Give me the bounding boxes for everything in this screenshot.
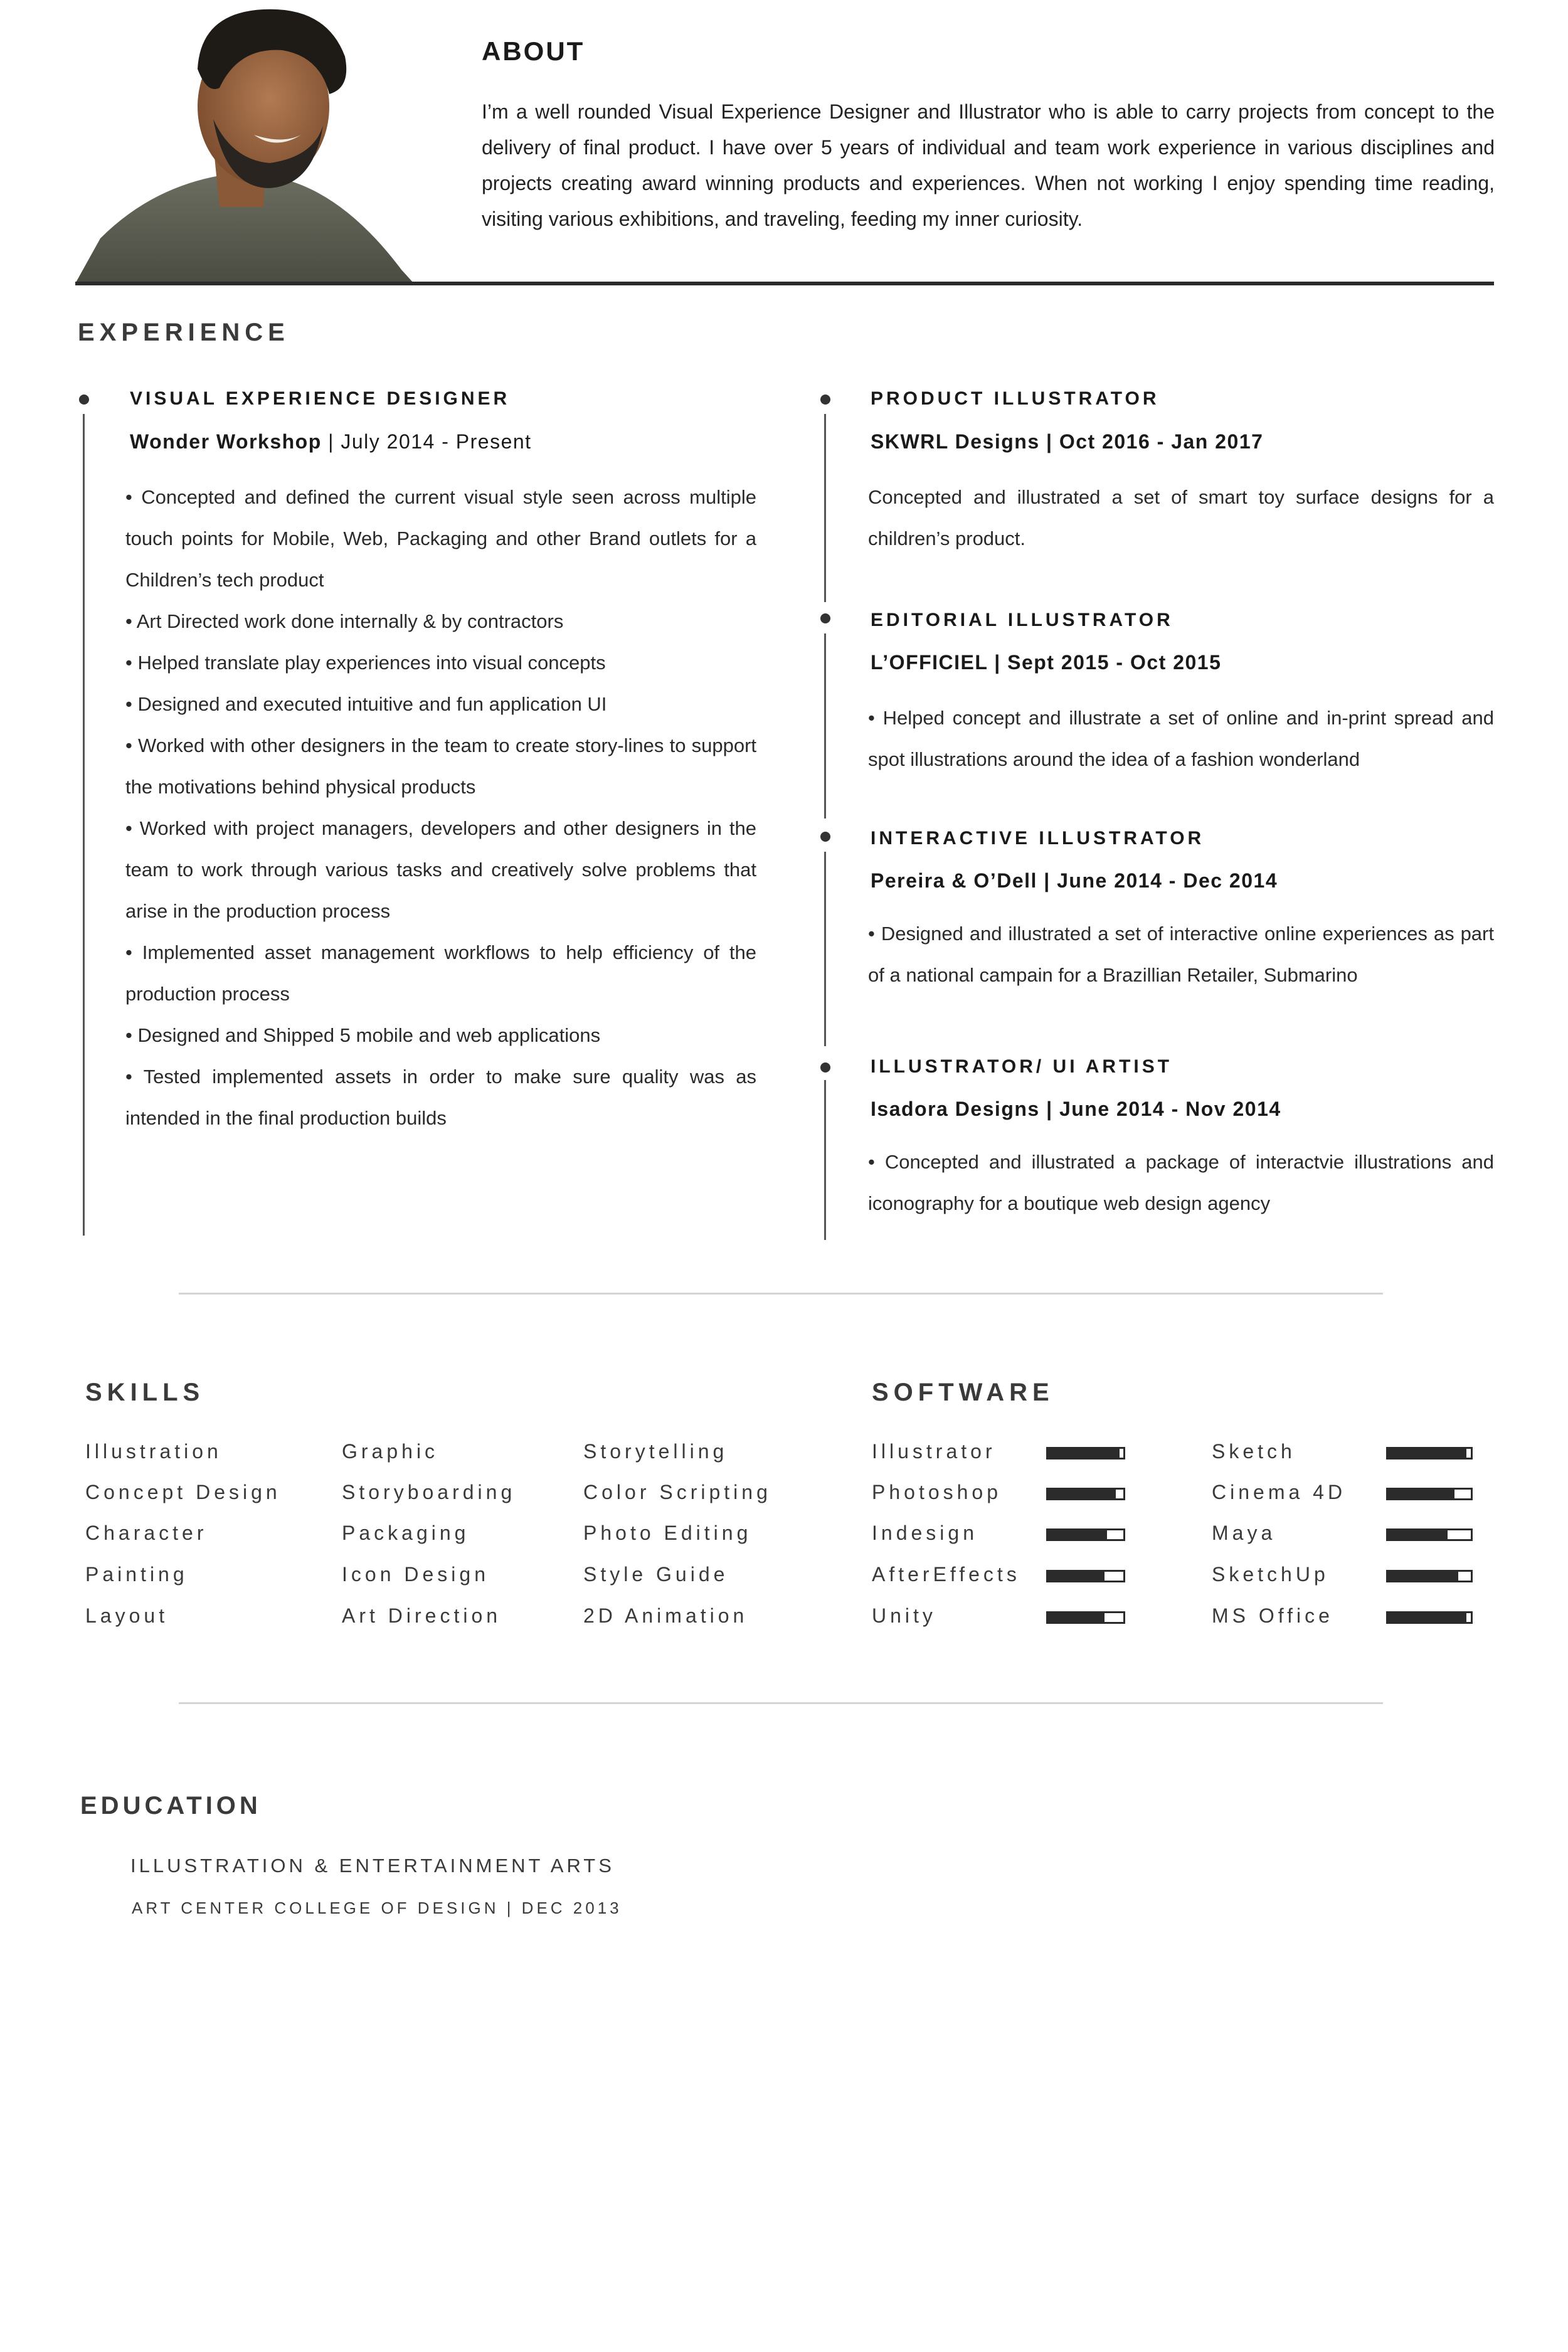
proficiency-fill	[1048, 1530, 1107, 1539]
skill-item: Graphic	[342, 1440, 439, 1463]
header-divider	[75, 282, 1494, 285]
proficiency-fill	[1048, 1449, 1120, 1458]
software-name: Illustrator	[872, 1440, 996, 1463]
bullet: • Concepted and defined the current visual style seen across multiple touch points for Mobile, Web, Packaging and other Brand outlets for a Children’s tech product	[125, 486, 756, 591]
job-company	[130, 430, 532, 453]
proficiency-fill	[1388, 1572, 1458, 1581]
proficiency-bar	[1386, 1611, 1473, 1624]
job-title: INTERACTIVE ILLUSTRATOR	[871, 828, 1205, 849]
job-company: SKWRL Designs | Oct 2016 - Jan 2017	[871, 430, 1264, 453]
job-description: • Concepted and illustrated a package of interactvie illustrations and iconography for a boutique web design agency	[868, 1151, 1494, 1214]
job-title: EDITORIAL ILLUSTRATOR	[871, 610, 1173, 630]
job-company: Isadora Designs | June 2014 - Nov 2014	[871, 1098, 1281, 1120]
software-name: Sketch	[1212, 1440, 1296, 1463]
experience-heading: EXPERIENCE	[78, 319, 290, 346]
proficiency-fill	[1388, 1613, 1466, 1622]
bullet: • Worked with other designers in the team to create story-lines to support the motivations behind physical products	[125, 734, 756, 798]
software-name: SketchUp	[1212, 1563, 1329, 1586]
proficiency-bar	[1046, 1570, 1125, 1582]
timeline-dot	[820, 1062, 830, 1073]
proficiency-fill	[1388, 1530, 1448, 1539]
timeline-line	[824, 633, 826, 818]
skill-item: Color Scripting	[583, 1481, 771, 1503]
proficiency-bar	[1386, 1488, 1473, 1500]
proficiency-bar	[1046, 1447, 1125, 1459]
education-degree: ILLUSTRATION & ENTERTAINMENT ARTS	[130, 1855, 615, 1877]
job-company: Pereira & O’Dell | June 2014 - Dec 2014	[871, 869, 1278, 892]
skill-item: Storytelling	[583, 1440, 728, 1463]
skill-item: Character	[85, 1522, 208, 1544]
proficiency-fill	[1048, 1613, 1104, 1622]
skill-item: Style Guide	[583, 1563, 729, 1586]
proficiency-bar	[1046, 1528, 1125, 1541]
section-divider	[179, 1702, 1383, 1704]
company-name: Wonder Workshop	[130, 430, 322, 453]
timeline-line	[83, 414, 85, 1236]
bullet: • Tested implemented assets in order to make sure quality was as intended in the final production builds	[125, 1066, 756, 1129]
software-name: Maya	[1212, 1522, 1276, 1544]
proficiency-fill	[1048, 1490, 1116, 1498]
job-description: Concepted and illustrated a set of smart toy surface designs for a children’s product.	[868, 486, 1494, 549]
proficiency-fill	[1388, 1449, 1466, 1458]
bullet: • Worked with project managers, developers and other designers in the team to work through various tasks and creatively solve problems that arise in the production process	[125, 817, 756, 922]
software-name: Indesign	[872, 1522, 978, 1544]
timeline-dot	[820, 832, 830, 842]
skill-item: 2D Animation	[583, 1604, 748, 1627]
timeline-line	[824, 852, 826, 1046]
proficiency-fill	[1048, 1572, 1104, 1581]
software-name: MS Office	[1212, 1604, 1333, 1627]
skill-item: Packaging	[342, 1522, 470, 1544]
bullet: • Designed and Shipped 5 mobile and web applications	[125, 1024, 601, 1046]
job-bullets	[125, 477, 756, 1139]
software-heading: SOFTWARE	[872, 1379, 1054, 1406]
proficiency-bar	[1386, 1570, 1473, 1582]
job-description: • Designed and illustrated a set of interactive online experiences as part of a national campain for a Brazillian Retailer, Submarino	[868, 923, 1494, 986]
skill-item: Layout	[85, 1604, 169, 1627]
proficiency-bar	[1046, 1488, 1125, 1500]
proficiency-bar	[1386, 1528, 1473, 1541]
software-name: Photoshop	[872, 1481, 1002, 1503]
education-heading: EDUCATION	[80, 1792, 262, 1820]
bullet: • Designed and executed intuitive and fun application UI	[125, 693, 607, 715]
skill-item: Icon Design	[342, 1563, 489, 1586]
bullet: • Helped translate play experiences into visual concepts	[125, 652, 606, 674]
job-description: • Helped concept and illustrate a set of online and in-print spread and spot illustrations around the idea of a fashion wonderland	[868, 707, 1494, 770]
job-title: PRODUCT ILLUSTRATOR	[871, 388, 1160, 409]
skills-heading: SKILLS	[85, 1379, 205, 1406]
bullet: • Art Directed work done internally & by contractors	[125, 610, 564, 632]
proficiency-bar	[1386, 1447, 1473, 1459]
skill-item: Concept Design	[85, 1481, 281, 1503]
bullet: • Implemented asset management workflows to help efficiency of the production process	[125, 941, 756, 1005]
software-name: AfterEffects	[872, 1563, 1020, 1586]
proficiency-bar	[1046, 1611, 1125, 1624]
education-school: ART CENTER COLLEGE OF DESIGN | DEC 2013	[132, 1899, 622, 1917]
software-name: Unity	[872, 1604, 936, 1627]
skill-item: Painting	[85, 1563, 188, 1586]
skill-item: Storyboarding	[342, 1481, 516, 1503]
skill-item: Photo Editing	[583, 1522, 752, 1544]
job-company: L’OFFICIEL | Sept 2015 - Oct 2015	[871, 651, 1222, 674]
section-divider	[179, 1293, 1383, 1295]
job-dates: | July 2014 - Present	[321, 430, 532, 453]
job-title: ILLUSTRATOR/ UI ARTIST	[871, 1056, 1173, 1077]
timeline-dot	[820, 613, 830, 623]
proficiency-fill	[1388, 1490, 1454, 1498]
timeline-line	[824, 1080, 826, 1240]
about-text: I’m a well rounded Visual Experience Designer and Illustrator who is able to carry projects from concept to the delivery of final product. I have over 5 years of individual and team work experience in various disciplines and projects creating award winning products and experiences. When not working I enjoy spending time reading, visiting various exhibitions, and traveling, feeding my inner curiosity.	[482, 100, 1495, 230]
skill-item: Illustration	[85, 1440, 222, 1463]
software-name: Cinema 4D	[1212, 1481, 1347, 1503]
timeline-dot	[820, 395, 830, 405]
timeline-dot	[79, 395, 89, 405]
timeline-line	[824, 414, 826, 602]
profile-photo	[75, 0, 414, 283]
skill-item: Art Direction	[342, 1604, 502, 1627]
about-heading: ABOUT	[482, 36, 585, 66]
job-title: VISUAL EXPERIENCE DESIGNER	[130, 388, 511, 409]
